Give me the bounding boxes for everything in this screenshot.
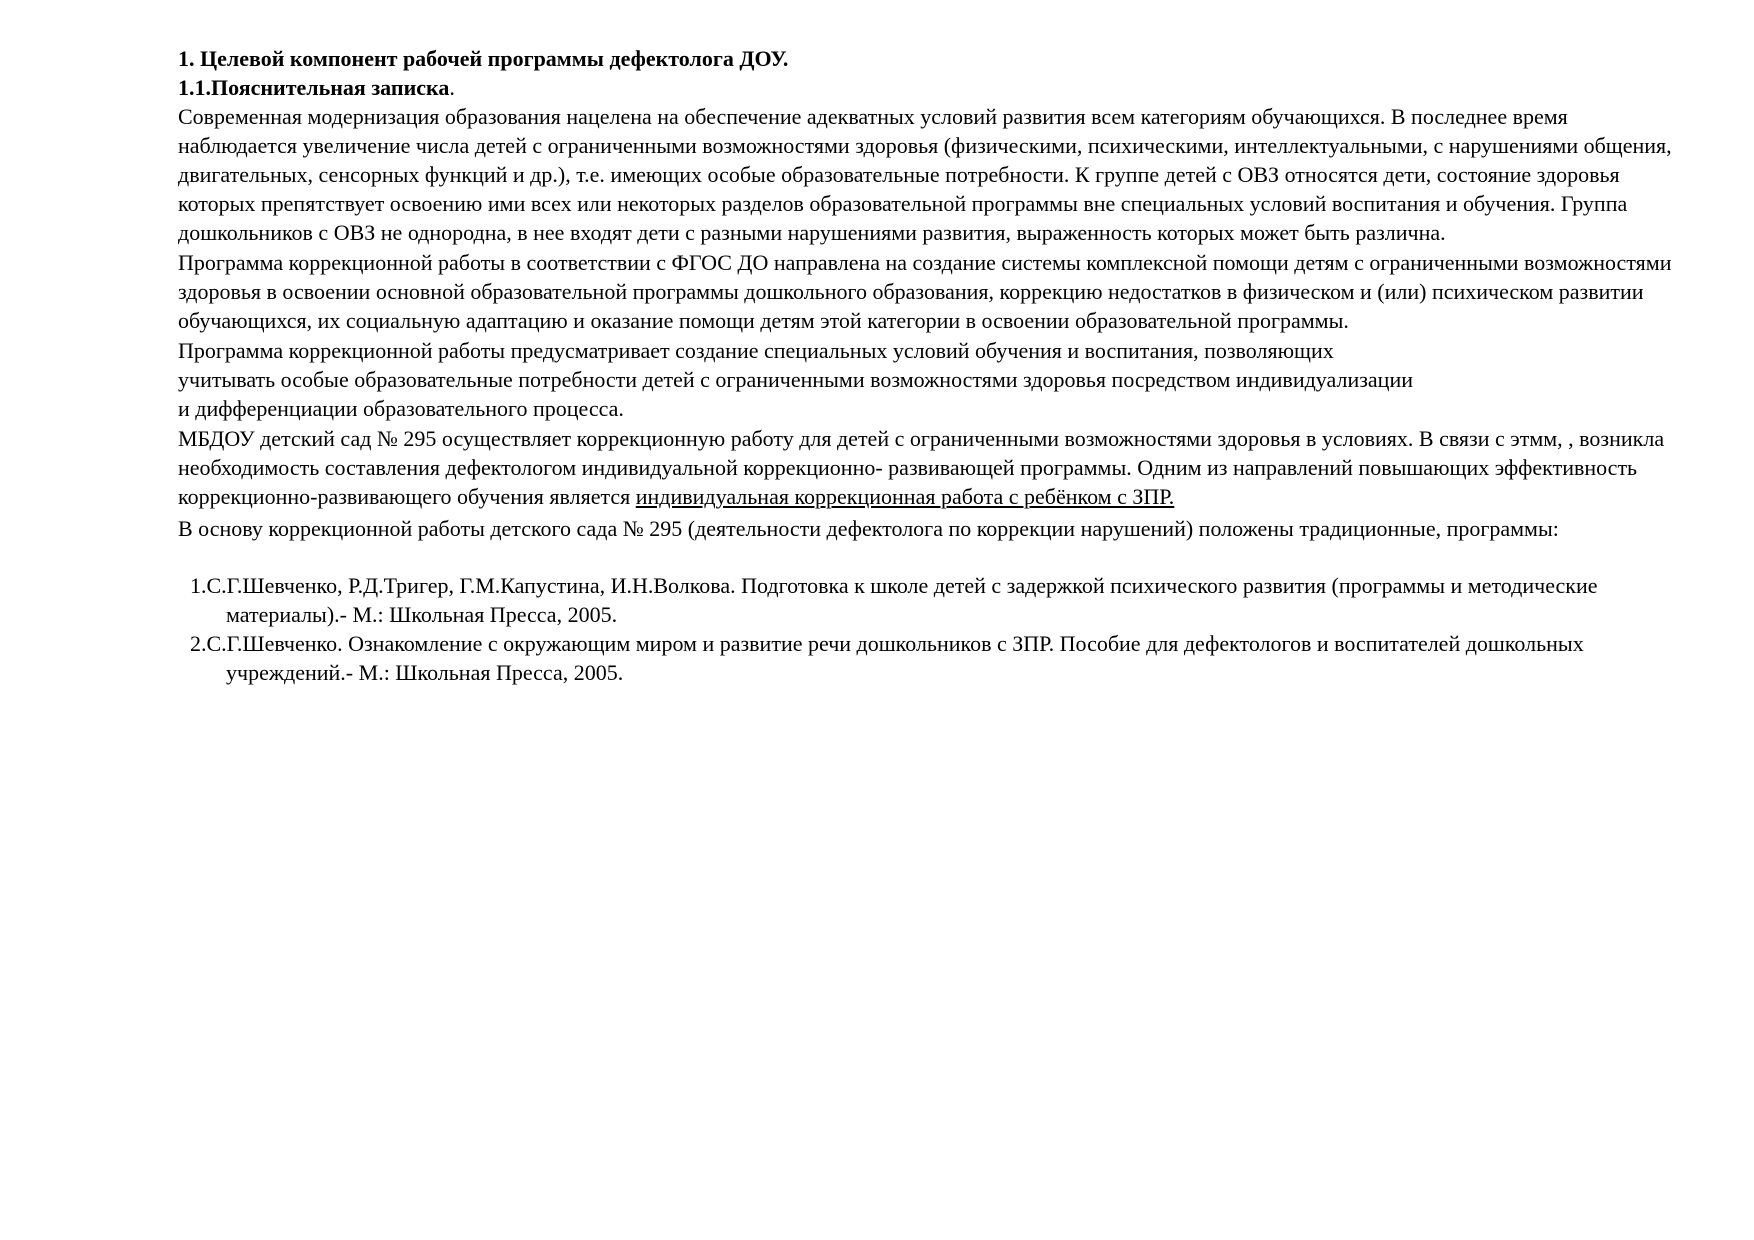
subsection-heading: [178, 73, 1678, 102]
paragraph-special-conditions-line1: Программа коррекционной работы предусматривает создание специальных условий обучения и воспитания, позволяющих: [178, 338, 1334, 363]
reference-item: 1.С.Г.Шевченко, Р.Д.Тригер, Г.М.Капустина, И.Н.Волкова. Подготовка к школе детей с задержкой психического развития (программы и методические материалы).- М.: Школьная Пресса, 2005.: [190, 573, 1598, 627]
subsection-heading-text: 1.1.Пояснительная записка: [178, 75, 450, 100]
paragraph-kindergarten-text: МБДОУ детский сад № 295 осуществляет коррекционную работу для детей с ограниченными возможностями здоровья в условиях. В связи с этмм, , возникла необходимость составления дефектологом индивидуальной коррекционно- развивающей программы. Одним из направлений повышающих эффективность коррекционно-развивающего обучения является: [178, 426, 1665, 509]
reference-item: 2.С.Г.Шевченко. Ознакомление с окружающим миром и развитие речи дошкольников с ЗПР. Пособие для дефектологов и воспитателей дошкольных учреждений.- М.: Школьная Пресса, 2005.: [190, 631, 1584, 685]
paragraph-special-conditions-line2: учитывать особые образовательные потребности детей с ограниченными возможностями здоровья посредством индивидуализации: [178, 367, 1413, 392]
paragraph-correction-program: Программа коррекционной работы в соответствии с ФГОС ДО направлена на создание системы комплексной помощи детям с ограниченными возможностями здоровья в освоении основной образовательной программы дошкольного образования, коррекцию недостатков в физическом и (или) психическом развитии обучающихся, их социальную адаптацию и оказание помощи детям этой категории в освоении образовательной программы.: [178, 250, 1672, 333]
paragraph-special-conditions-line3: и дифференциации образовательного процесса.: [178, 396, 624, 421]
paragraph-programs-basis: В основу коррекционной работы детского сада № 295 (деятельности дефектолога по коррекции нарушений) положены традиционные, программы:: [178, 516, 1559, 541]
document-page: [178, 44, 1678, 687]
section-heading: 1. Целевой компонент рабочей программы дефектолога ДОУ.: [178, 46, 789, 71]
subsection-heading-period: .: [449, 75, 455, 100]
paragraph-kindergarten: [178, 424, 1678, 511]
individual-work-underlined: индивидуальная коррекционная работа с ребёнком с ЗПР.: [635, 484, 1175, 509]
references-list: [178, 571, 1678, 687]
paragraph-special-conditions: [178, 336, 1678, 423]
paragraph-modernization: Современная модернизация образования нацелена на обеспечение адекватных условий развития всем категориям обучающихся. В последнее время наблюдается увеличение числа детей с ограниченными возможностями здоровья (физическими, психическими, интеллектуальными, с нарушениями общения, двигательных, сенсорных функций и др.), т.е. имеющих особые образовательные потребности. К группе детей с ОВЗ относятся дети, состояние здоровья которых препятствует освоению ими всех или некоторых разделов образовательной программы вне специальных условий воспитания и обучения. Группа дошкольников с ОВЗ не однородна, в нее входят дети с разными нарушениями развития, выраженность которых может быть различна.: [178, 104, 1672, 245]
